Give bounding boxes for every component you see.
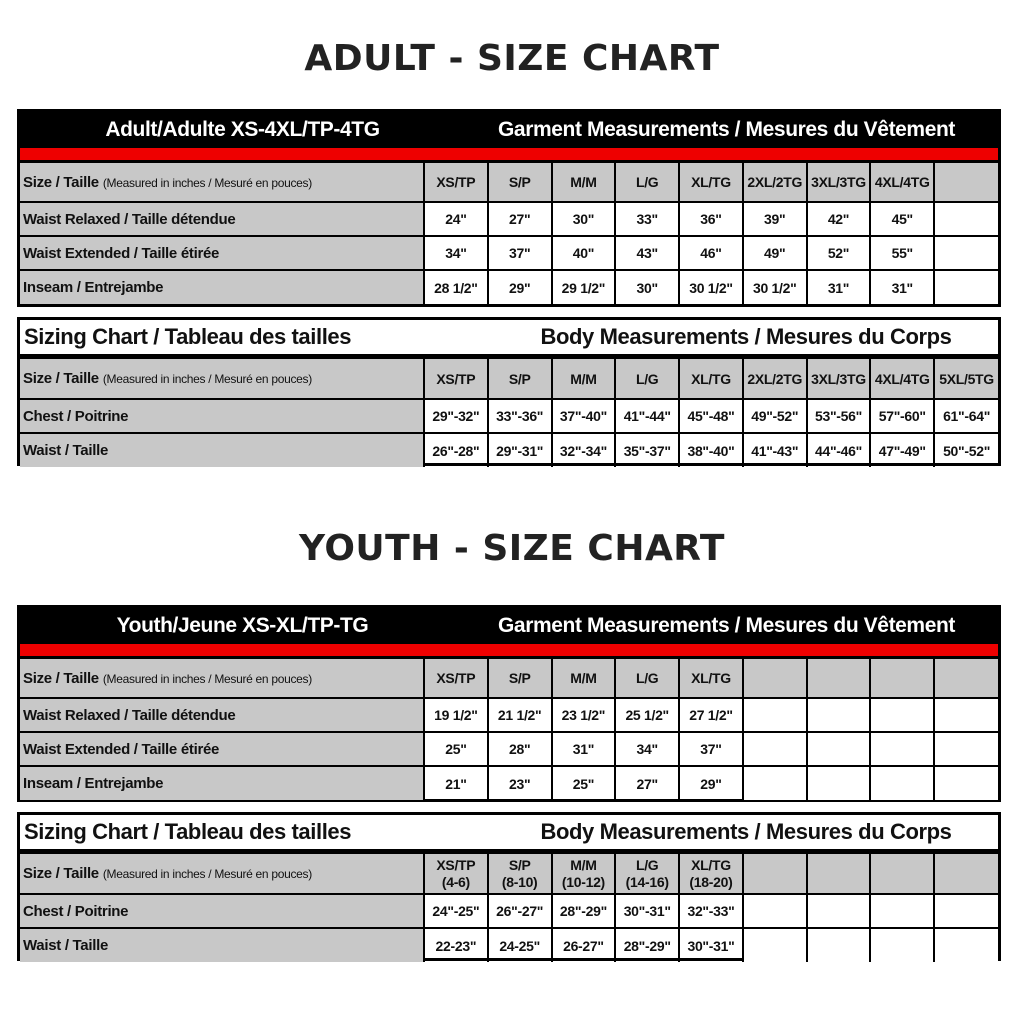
measurement-cell: 36"	[679, 202, 743, 236]
measurement-cell	[934, 236, 998, 270]
measurement-label: Waist Extended / Taille étirée	[20, 732, 424, 766]
measurement-cell: 25 1/2"	[615, 698, 679, 732]
youth-body-table	[17, 812, 1001, 961]
measurement-cell: 25"	[424, 732, 488, 766]
size-code: XS/TP	[436, 856, 476, 873]
size-column-header	[807, 853, 871, 894]
youth-garment-range-label: Youth/Jeune XS-XL/TP-TG	[116, 614, 369, 637]
measurement-cell: 41"-44"	[615, 399, 679, 433]
measurement-cell: 29"-31"	[488, 433, 552, 467]
measurement-row	[20, 433, 998, 467]
measurement-cell	[743, 698, 807, 732]
size-column-header: M/M	[552, 162, 616, 202]
measurement-cell: 34"	[615, 732, 679, 766]
size-column-header: S/P	[488, 162, 552, 202]
size-code: L/G	[635, 856, 659, 873]
measurement-label: Inseam / Entrejambe	[20, 270, 424, 304]
youth-section-title: YOUTH - SIZE CHART	[299, 528, 725, 569]
size-column-header	[870, 853, 934, 894]
size-column-header: S/P	[488, 658, 552, 698]
adult-garment-table	[17, 109, 1001, 307]
size-column-header: 5XL/5TG	[934, 358, 998, 399]
size-column-header: XS/TP	[424, 358, 488, 399]
adult-section-title: ADULT - SIZE CHART	[304, 38, 720, 79]
measurement-label: Waist / Taille	[20, 433, 424, 467]
measurement-cell	[934, 202, 998, 236]
measurement-cell: 27"	[615, 766, 679, 800]
measurement-row	[20, 399, 998, 433]
size-column-header: S/P	[488, 358, 552, 399]
size-column-header: 2XL/2TG	[743, 162, 807, 202]
size-column-header	[807, 658, 871, 698]
size-column-header: XL/TG	[679, 358, 743, 399]
measurement-cell: 53"-56"	[807, 399, 871, 433]
measurement-row	[20, 766, 998, 800]
measurement-cell	[807, 766, 871, 800]
measurement-cell	[743, 732, 807, 766]
size-column-header	[934, 162, 998, 202]
size-column-header: M/M	[552, 658, 616, 698]
measurement-label: Waist Relaxed / Taille détendue	[20, 698, 424, 732]
size-unit-note: (Measured in inches / Mesuré en pouces)	[102, 372, 312, 386]
measurement-label: Waist Extended / Taille étirée	[20, 236, 424, 270]
measurement-cell	[870, 928, 934, 962]
size-column-header: 3XL/3TG	[807, 358, 871, 399]
size-unit-note: (Measured in inches / Mesuré en pouces)	[102, 867, 312, 881]
youth-garment-grid	[20, 657, 998, 800]
youth-garment-header	[20, 608, 998, 644]
measurement-cell: 50"-52"	[934, 433, 998, 467]
measurement-cell: 29"	[488, 270, 552, 304]
size-column-header: 4XL/4TG	[870, 162, 934, 202]
measurement-cell: 34"	[424, 236, 488, 270]
measurement-cell	[807, 732, 871, 766]
size-label-text: Size / Taille	[23, 370, 99, 387]
size-column-header: XS/TP	[424, 162, 488, 202]
measurement-label: Waist Relaxed / Taille détendue	[20, 202, 424, 236]
size-column-header: L/G	[615, 162, 679, 202]
size-column-header	[870, 658, 934, 698]
measurement-cell: 49"-52"	[743, 399, 807, 433]
measurement-cell: 29"	[679, 766, 743, 800]
measurement-cell: 28"-29"	[552, 894, 616, 928]
measurement-cell: 26"-28"	[424, 433, 488, 467]
age-range: (14-16)	[625, 873, 669, 890]
measurement-row	[20, 732, 998, 766]
measurement-cell	[934, 894, 998, 928]
measurement-cell: 52"	[807, 236, 871, 270]
measurement-cell: 49"	[743, 236, 807, 270]
measurement-cell	[743, 766, 807, 800]
youth-body-measurements-label: Body Measurements / Mesures du Corps	[540, 819, 952, 844]
adult-body-table	[17, 317, 1001, 466]
measurement-cell: 45"	[870, 202, 934, 236]
size-column-header: XL/TG	[679, 658, 743, 698]
measurement-cell: 31"	[552, 732, 616, 766]
size-unit-note: (Measured in inches / Mesuré en pouces)	[102, 175, 312, 190]
measurement-cell: 28 1/2"	[424, 270, 488, 304]
adult-body-measurements-label: Body Measurements / Mesures du Corps	[540, 324, 952, 349]
youth-body-chart-label: Sizing Chart / Tableau des tailles	[24, 819, 352, 844]
age-range: (10-12)	[561, 873, 605, 890]
measurement-cell: 45"-48"	[679, 399, 743, 433]
measurement-cell: 32"-33"	[679, 894, 743, 928]
measurement-cell: 30"-31"	[615, 894, 679, 928]
measurement-cell: 33"	[615, 202, 679, 236]
size-row-label	[20, 853, 424, 894]
measurement-cell: 43"	[615, 236, 679, 270]
age-range: (8-10)	[501, 873, 538, 890]
measurement-cell: 44"-46"	[807, 433, 871, 467]
adult-body-chart-label: Sizing Chart / Tableau des tailles	[24, 324, 352, 349]
age-range: (18-20)	[689, 873, 733, 890]
size-code: S/P	[508, 856, 531, 873]
size-column-header	[552, 853, 616, 894]
measurement-cell	[934, 270, 998, 304]
measurement-cell: 47"-49"	[870, 433, 934, 467]
measurement-cell: 26"-27"	[488, 894, 552, 928]
size-header-row	[20, 358, 998, 399]
measurement-cell: 24"	[424, 202, 488, 236]
measurement-cell: 35"-37"	[615, 433, 679, 467]
measurement-cell	[807, 894, 871, 928]
size-label-text: Size / Taille	[23, 173, 99, 191]
size-column-header	[679, 853, 743, 894]
adult-garment-header	[20, 112, 998, 148]
measurement-cell	[743, 894, 807, 928]
size-column-header: L/G	[615, 658, 679, 698]
measurement-cell: 31"	[870, 270, 934, 304]
measurement-cell: 39"	[743, 202, 807, 236]
adult-garment-grid	[20, 161, 998, 304]
measurement-cell	[934, 928, 998, 962]
measurement-row	[20, 894, 998, 928]
measurement-cell	[934, 732, 998, 766]
measurement-cell: 28"-29"	[615, 928, 679, 962]
measurement-cell: 33"-36"	[488, 399, 552, 433]
measurement-cell: 42"	[807, 202, 871, 236]
size-column-header	[743, 658, 807, 698]
measurement-label: Chest / Poitrine	[20, 399, 424, 433]
measurement-cell: 30 1/2"	[679, 270, 743, 304]
adult-body-grid	[20, 357, 998, 467]
measurement-cell: 30 1/2"	[743, 270, 807, 304]
size-column-header	[424, 853, 488, 894]
measurement-cell: 25"	[552, 766, 616, 800]
youth-body-grid	[20, 852, 998, 962]
measurement-cell: 37"	[679, 732, 743, 766]
measurement-cell	[870, 894, 934, 928]
measurement-cell	[870, 766, 934, 800]
measurement-cell: 19 1/2"	[424, 698, 488, 732]
measurement-cell: 28"	[488, 732, 552, 766]
youth-body-header	[20, 815, 998, 852]
measurement-row	[20, 928, 998, 962]
measurement-cell: 23"	[488, 766, 552, 800]
measurement-cell	[743, 928, 807, 962]
measurement-cell: 29 1/2"	[552, 270, 616, 304]
size-column-header: 3XL/3TG	[807, 162, 871, 202]
measurement-cell: 23 1/2"	[552, 698, 616, 732]
measurement-cell: 38"-40"	[679, 433, 743, 467]
measurement-label: Chest / Poitrine	[20, 894, 424, 928]
measurement-label: Inseam / Entrejambe	[20, 766, 424, 800]
size-row-label	[20, 658, 424, 698]
measurement-cell: 41"-43"	[743, 433, 807, 467]
measurement-cell: 30"-31"	[679, 928, 743, 962]
size-row-label	[20, 162, 424, 202]
size-column-header: XL/TG	[679, 162, 743, 202]
measurement-label: Waist / Taille	[20, 928, 424, 962]
size-column-header	[743, 853, 807, 894]
adult-body-header	[20, 320, 998, 357]
measurement-cell: 46"	[679, 236, 743, 270]
measurement-cell: 27 1/2"	[679, 698, 743, 732]
measurement-cell: 61"-64"	[934, 399, 998, 433]
measurement-cell: 31"	[807, 270, 871, 304]
measurement-cell: 27"	[488, 202, 552, 236]
adult-garment-measurements-label: Garment Measurements / Mesures du Vêtement	[497, 118, 956, 141]
measurement-cell	[934, 698, 998, 732]
size-column-header	[615, 853, 679, 894]
red-divider-bar	[20, 148, 998, 161]
measurement-row	[20, 236, 998, 270]
measurement-cell	[934, 766, 998, 800]
measurement-cell: 29"-32"	[424, 399, 488, 433]
measurement-cell: 37"	[488, 236, 552, 270]
measurement-cell: 21"	[424, 766, 488, 800]
size-unit-note: (Measured in inches / Mesuré en pouces)	[102, 671, 312, 686]
measurement-cell: 40"	[552, 236, 616, 270]
size-header-row	[20, 162, 998, 202]
youth-garment-measurements-label: Garment Measurements / Mesures du Vêtement	[497, 614, 956, 637]
size-column-header: 4XL/4TG	[870, 358, 934, 399]
measurement-row	[20, 698, 998, 732]
size-column-header: XS/TP	[424, 658, 488, 698]
size-code: M/M	[570, 856, 597, 873]
measurement-cell: 26-27"	[552, 928, 616, 962]
size-header-row	[20, 658, 998, 698]
age-range: (4-6)	[441, 873, 470, 890]
measurement-cell: 21 1/2"	[488, 698, 552, 732]
measurement-cell: 30"	[615, 270, 679, 304]
measurement-cell: 32"-34"	[552, 433, 616, 467]
size-column-header: M/M	[552, 358, 616, 399]
measurement-cell: 22-23"	[424, 928, 488, 962]
size-column-header	[934, 853, 998, 894]
measurement-cell	[807, 698, 871, 732]
adult-garment-range-label: Adult/Adulte XS-4XL/TP-4TG	[105, 118, 380, 141]
size-row-label	[20, 358, 424, 399]
measurement-cell	[870, 698, 934, 732]
measurement-cell: 24"-25"	[424, 894, 488, 928]
measurement-row	[20, 202, 998, 236]
measurement-cell: 37"-40"	[552, 399, 616, 433]
youth-garment-table	[17, 605, 1001, 802]
size-label-text: Size / Taille	[23, 865, 99, 882]
measurement-cell: 55"	[870, 236, 934, 270]
size-column-header	[934, 658, 998, 698]
size-column-header: 2XL/2TG	[743, 358, 807, 399]
measurement-cell: 24-25"	[488, 928, 552, 962]
measurement-row	[20, 270, 998, 304]
measurement-cell: 30"	[552, 202, 616, 236]
size-label-text: Size / Taille	[23, 669, 99, 687]
size-column-header: L/G	[615, 358, 679, 399]
red-divider-bar	[20, 644, 998, 657]
measurement-cell	[807, 928, 871, 962]
size-column-header	[488, 853, 552, 894]
measurement-cell: 57"-60"	[870, 399, 934, 433]
measurement-cell	[870, 732, 934, 766]
size-code: XL/TG	[691, 856, 731, 873]
size-header-row	[20, 853, 998, 894]
